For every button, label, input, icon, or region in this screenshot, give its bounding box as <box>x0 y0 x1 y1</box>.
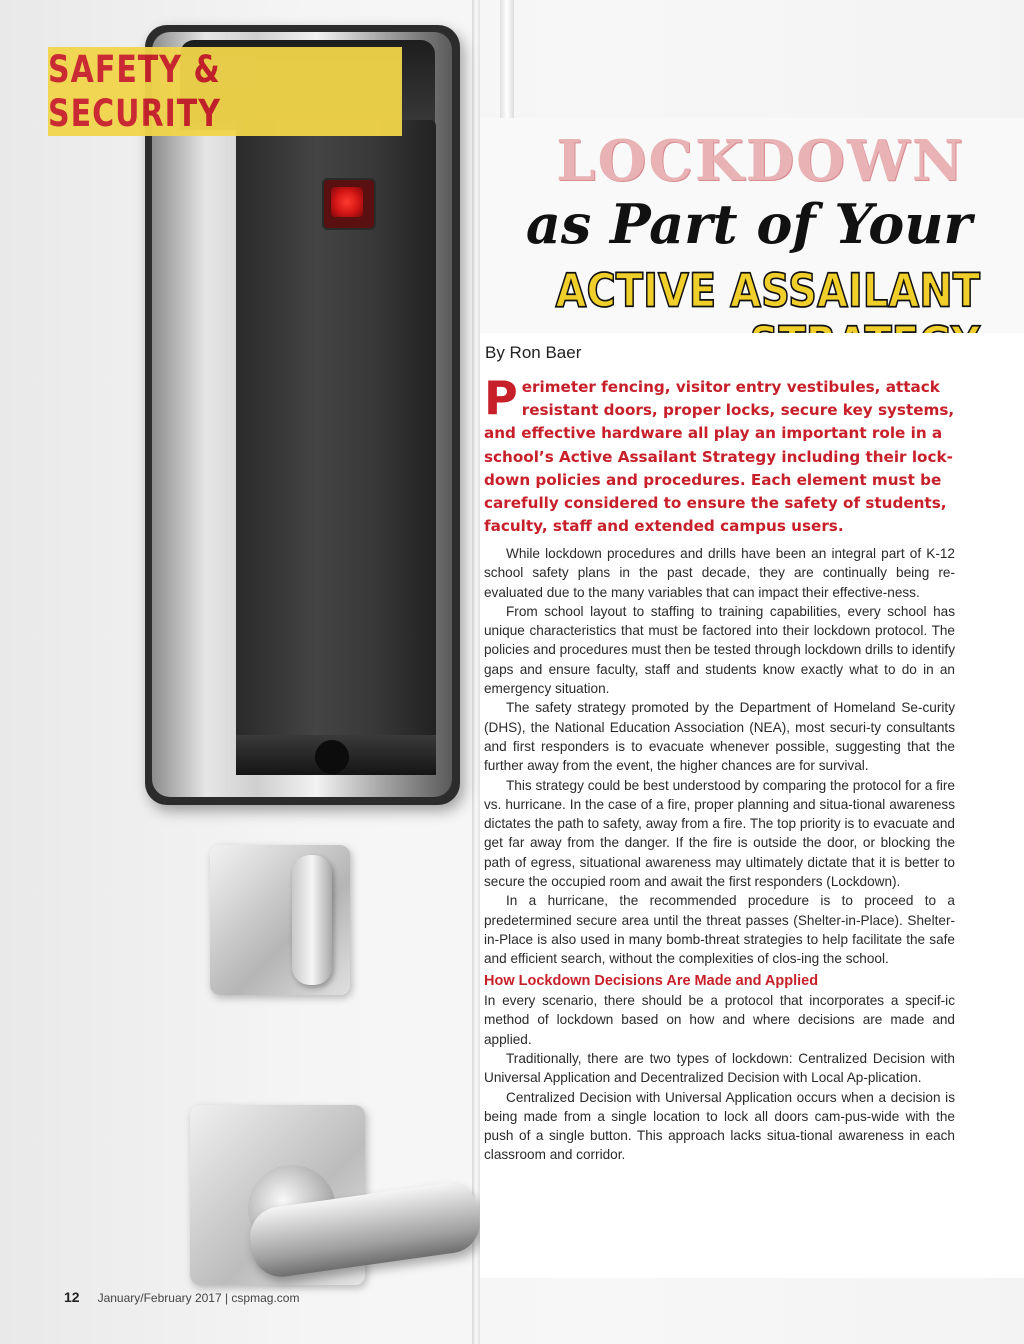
body-paragraph: Centralized Decision with Universal Application occurs when a decision is being made from a single location to lock all doors cam-pus-wide with the push of a single button. This approach lacks situa-tional awareness in each classroom and corridor. <box>484 1089 955 1163</box>
body-paragraph: Traditionally, there are two types of lockdown: Centralized Decision with Universal Application and Decentralized Decision with Local Ap-plication. <box>484 1050 955 1086</box>
article-body <box>484 544 955 1165</box>
body-paragraph: From school layout to staffing to training capabilities, every school has unique characteristics that must be factored into their lockdown protocol. The policies and procedures must then be tested through lockdown drills to identify gaps and ensure faculty, staff and students know exactly what to do in an emergency situation. <box>484 603 955 697</box>
byline: By Ron Baer <box>485 343 582 362</box>
headline-lockdown: LOCKDOWN <box>556 128 965 194</box>
headline-script: as Part of Your <box>525 192 972 256</box>
section-subheading: How Lockdown Decisions Are Made and Applied <box>484 972 819 989</box>
body-paragraph: While lockdown procedures and drills have been an integral part of K-12 school safety plans in the past decade, they are continually being re-evaluated due to the many variables that can impact their effective-ness. <box>484 546 955 600</box>
page-number: 12 <box>64 1289 80 1305</box>
body-paragraph: In a hurricane, the recommended procedure is to proceed to a predetermined secure area until the threat passes (Shelter-in-Place). Shelter-in-Place is also used in many bomb-threat strategies to help facilitate the safe and efficient search, without the complexities of clos-ing the school. <box>484 893 955 967</box>
lede-text: erimeter fencing, visitor entry vestibules, attack resistant doors, proper locks, secure key systems, and effective hardware all play an important role in a school’s Active Assailant Strategy including their lock-down policies and procedures. Each element must be carefully considered to ensure the safety of students, faculty, staff and extended campus users. <box>484 378 955 536</box>
door-edge <box>472 0 480 1344</box>
section-tag <box>48 47 402 136</box>
headline-strategy: ACTIVE ASSAILANT <box>555 265 980 318</box>
body-paragraph: In every scenario, there should be a protocol that incorporates a specif-ic method of lockdown based on how and where decisions are made and applied. <box>484 993 955 1047</box>
keyhole-icon <box>315 740 349 774</box>
thumb-turn-knob <box>292 855 332 985</box>
drop-cap: P <box>484 371 518 425</box>
body-paragraph: This strategy could be best understood by comparing the protocol for a fire vs. hurricane. In the case of a fire, proper planning and situa-tional awareness dictates the path to safety, away from a fire. The top priority is to evacuate and get far away from the danger. If the fire is outside the door, or blocking the path of egress, situational awareness may ultimately dictate that it is better to secure the occupied room and await the first responders (Lockdown). <box>484 777 955 890</box>
page-footer <box>64 1289 299 1305</box>
lede-paragraph <box>484 371 959 538</box>
red-led-indicator-icon <box>331 187 363 217</box>
issue-info: January/February 2017 | cspmag.com <box>97 1291 300 1305</box>
section-tag-label: SAFETY & SECURITY <box>48 47 221 136</box>
body-paragraph: The safety strategy promoted by the Department of Homeland Se-curity (DHS), the National Education Association (NEA), most securi-ty consultants and first responders is to evacuate whenever possible, suggesting that the further away from the event, the higher chances are for survival. <box>484 700 955 774</box>
